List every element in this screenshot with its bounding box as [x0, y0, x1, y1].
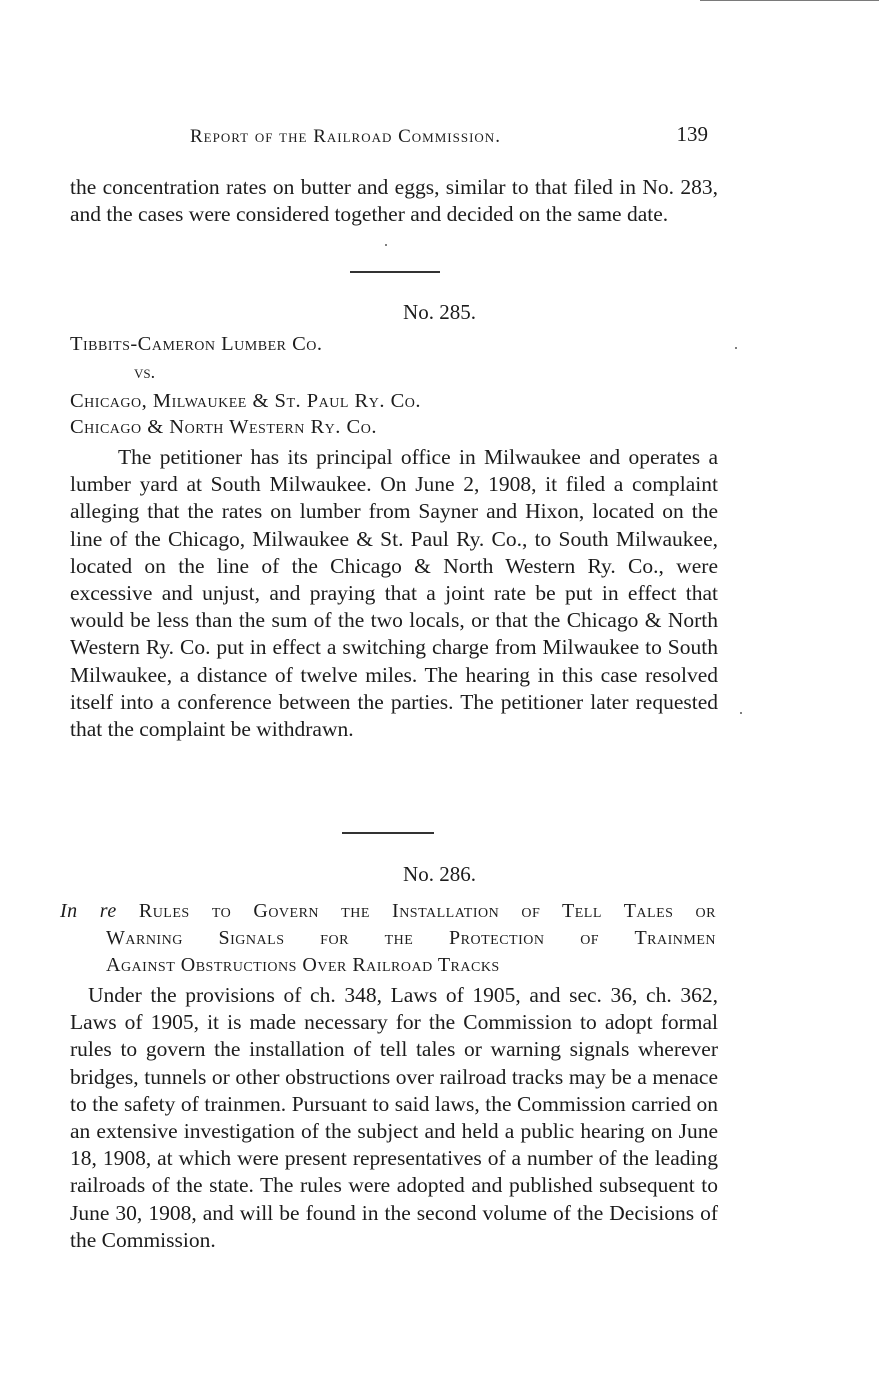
section-divider — [350, 271, 440, 273]
print-speck — [735, 347, 737, 349]
in-re-label: In re — [60, 900, 117, 922]
intro-paragraph: the concentration rates on butter and eggs, similar to that filed in No. 283, and the cases were considered together and decided on the same date. — [70, 175, 718, 227]
section-divider — [342, 832, 434, 834]
case-286-title-line: Warning Signals for the Protection of Trainmen — [106, 927, 716, 949]
page-edge-line — [700, 0, 879, 1]
case-286-title-line: Against Obstructions Over Railroad Tracks — [106, 954, 500, 976]
page-number: 139 — [676, 122, 708, 146]
case-286-body: Under the provisions of ch. 348, Laws of 1905, and sec. 36, ch. 362, Laws of 1905, it is made necessary for the Commission to adopt formal rules to govern the installation of tell tales or warning signals wherever bridges, tunnels or other obstructions over railroad tracks may be a menace to the safety of trainmen. Pursuant to said laws, the Commission carried on an extensive investigation of the subject and held a public hearing on June 18, 1908, at which were present representatives of a number of the leading railroads of the state. The rules were adopted and published subsequent to June 30, 1908, and will be found in the second volume of the Decisions of the Commission. — [70, 983, 718, 1252]
case-285-respondent: Chicago, Milwaukee & St. Paul Ry. Co. — [70, 390, 422, 412]
print-speck — [740, 712, 742, 714]
case-285-versus: vs. — [134, 362, 156, 382]
case-285-complainant: Tibbits-Cameron Lumber Co. — [70, 333, 323, 355]
case-286-number: No. 286. — [403, 862, 476, 886]
print-speck — [385, 244, 387, 246]
running-title: Report of the Railroad Commission. — [190, 126, 501, 147]
case-285-respondent: Chicago & North Western Ry. Co. — [70, 416, 377, 438]
case-285-body: The petitioner has its principal office in Milwaukee and operates a lumber yard at South Milwaukee. On June 2, 1908, it filed a complaint alleging that the rates on lumber from Sayner and Hixon, located on the line of the Chicago, Milwaukee & St. Paul Ry. Co., to South Milwaukee, located on the line of the Chicago & North Western Ry. Co., were excessive and unjust, and praying that a joint rate be put in effect that would be less than the sum of the two locals, or that the Chicago & North Western Ry. Co. put in effect a switching charge from Milwaukee to South Milwaukee, a distance of twelve miles. The hearing in this case resolved itself into a conference between the parties. The petitioner later requested that the complaint be withdrawn. — [70, 445, 718, 742]
case-286-title-line — [60, 898, 716, 925]
case-285-number: No. 285. — [403, 300, 476, 324]
running-header — [72, 122, 712, 154]
case-286-title — [60, 898, 716, 979]
case-286-title-text: Rules to Govern the Installation of Tell Tales or — [138, 900, 716, 922]
